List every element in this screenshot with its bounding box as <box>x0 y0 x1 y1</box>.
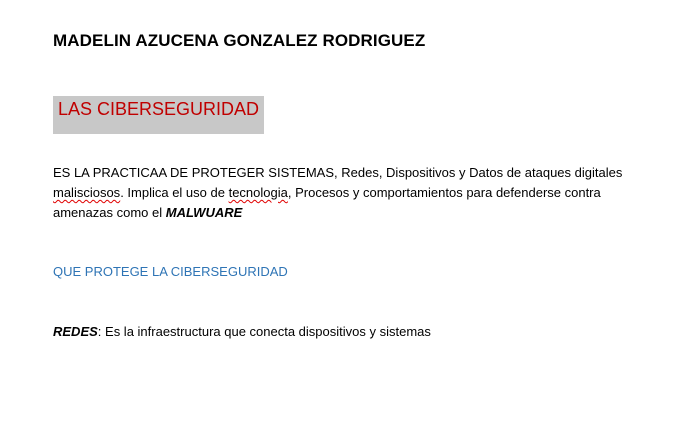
emphasis-term: MALWUARE <box>165 205 243 220</box>
paragraph-text: amenazas como el <box>53 205 166 220</box>
paragraph-text: , Procesos y comportamientos para defenderse contra <box>287 185 601 200</box>
definition-text: : Es la infraestructura que conecta dispositivos y sistemas <box>97 324 431 339</box>
paragraph-text: ES LA PRACTICAA DE PROTEGER SISTEMAS, Redes, Dispositivos y Datos de ataques digitales <box>53 165 623 180</box>
document-title: LAS CIBERSEGURIDAD <box>58 99 260 119</box>
redes-definition <box>53 324 431 339</box>
definition-paragraph <box>53 163 643 223</box>
definition-term: REDES <box>53 324 98 339</box>
paragraph-text: . Implica el uso de <box>120 185 229 200</box>
title-highlight <box>53 96 264 134</box>
misspelled-word[interactable]: malisciosos <box>53 185 121 200</box>
paragraph-line-3 <box>53 203 643 223</box>
section-subheading: QUE PROTEGE LA CIBERSEGURIDAD <box>53 264 288 279</box>
paragraph-line-2 <box>53 183 643 203</box>
author-name: MADELIN AZUCENA GONZALEZ RODRIGUEZ <box>53 31 426 50</box>
paragraph-line-1 <box>53 163 643 183</box>
misspelled-word[interactable]: tecnologia <box>228 185 288 200</box>
